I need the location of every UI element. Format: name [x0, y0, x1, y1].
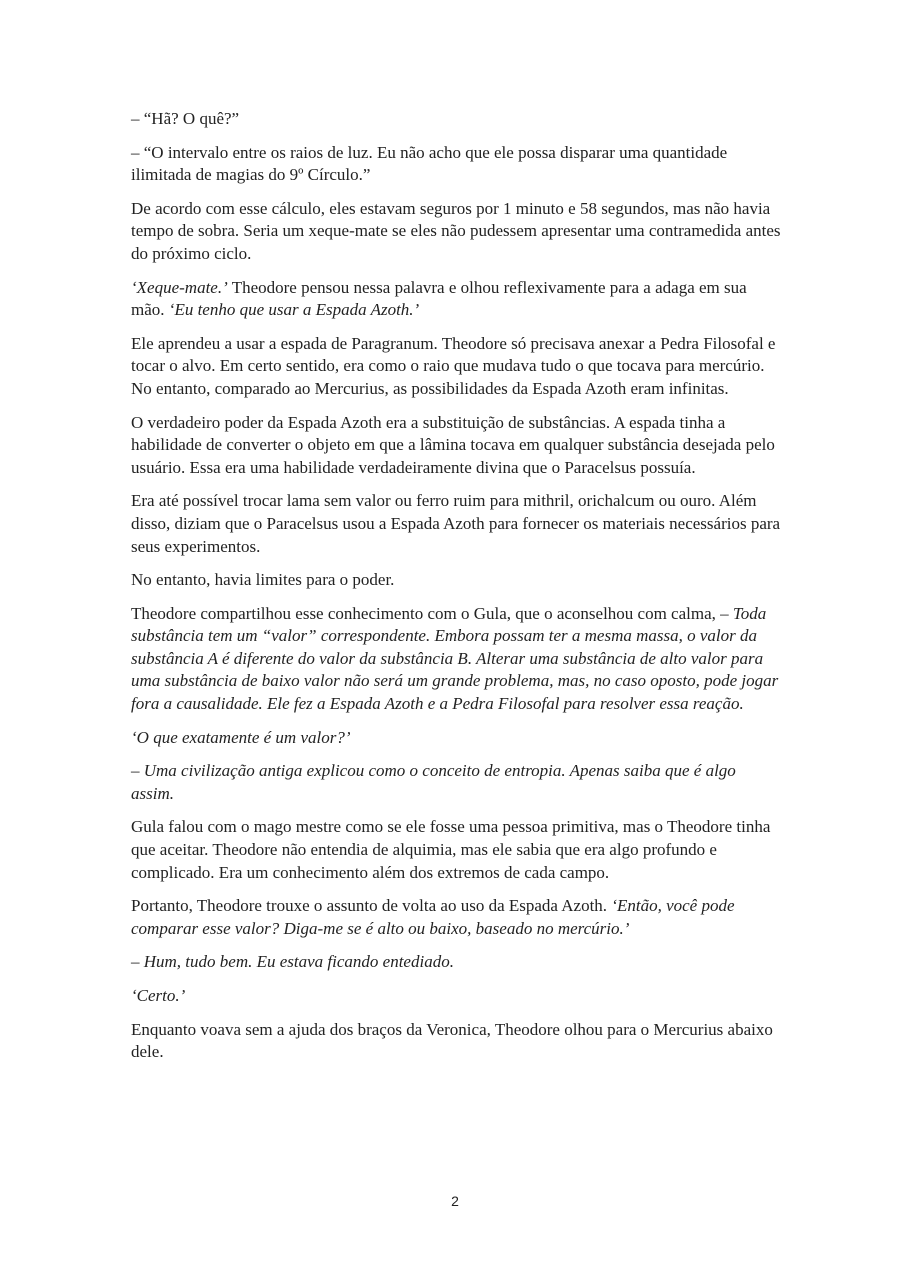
paragraph-1: – “Hã? O quê?” [131, 109, 240, 128]
paragraph-4 [131, 277, 781, 322]
paragraph-15: ‘Certo.’ [131, 986, 186, 1005]
paragraph-2: – “O intervalo entre os raios de luz. Eu não acho que ele possa disparar uma quantidade ilimitada de magias do 9º Círculo.” [131, 142, 728, 185]
narration-text: Portanto, Theodore trouxe o assunto de volta ao uso da Espada Azoth. [131, 896, 612, 916]
paragraph-5: Ele aprendeu a usar a espada de Paragranum. Theodore só precisava anexar a Pedra Filosofal e tocar o alvo. Em certo sentido, era como o raio que mudava tudo o que tocava para mercúrio. No entanto, comparado ao Mercurius, as possibilidades da Espada Azoth eram infinitas. [131, 333, 776, 398]
paragraph-14: – Hum, tudo bem. Eu estava ficando entediado. [131, 952, 454, 972]
paragraph-16: Enquanto voava sem a ajuda dos braços da Veronica, Theodore olhou para o Mercurius abaixo dele. [131, 1019, 773, 1062]
italic-thought: ‘Eu tenho que usar a Espada Azoth.’ [168, 300, 420, 320]
paragraph-6: O verdadeiro poder da Espada Azoth era a substituição de substâncias. A espada tinha a habilidade de converter o objeto em que a lâmina tocava em qualquer substância desejada pelo usuário. Essa era uma habilidade verdadeiramente divina que o Paracelsus possuía. [131, 412, 775, 477]
narration-text: Theodore pensou nessa palavra e olhou reflexivamente para a adaga em sua mão. [131, 277, 747, 320]
narration-text: Theodore compartilhou esse conhecimento com o Gula, que o aconselhou com calma, – [131, 603, 733, 623]
paragraph-12: Gula falou com o mago mestre como se ele fosse uma pessoa primitiva, mas o Theodore tinha que aceitar. Theodore não entendia de alquimia, mas ele sabia que era algo profundo e complicado. Era um conhecimento além dos extremos de cada campo. [131, 817, 771, 882]
paragraph-8: No entanto, havia limites para o poder. [131, 570, 395, 590]
paragraph-9 [131, 603, 781, 716]
paragraph-10: ‘O que exatamente é um valor?’ [131, 727, 351, 747]
italic-dialogue: Toda substância tem um “valor” correspondente. Embora possam ter a mesma massa, o valor da substância A é diferente do valor da substância B. Alterar uma substância de alto valor para uma substância de baixo valor não será um grande problema, mas, no caso oposto, pode jogar fora a causalidade. Ele fez a Espada Azoth e a Pedra Filosofal para resolver essa reação. [131, 603, 779, 714]
paragraph-3: De acordo com esse cálculo, eles estavam seguros por 1 minuto e 58 segundos, mas não havia tempo de sobra. Seria um xeque-mate se eles não pudessem apresentar uma contramedida antes do próximo ciclo. [131, 198, 781, 263]
paragraph-7: Era até possível trocar lama sem valor ou ferro ruim para mithril, orichalcum ou ouro. Além disso, diziam que o Paracelsus usou a Espada Azoth para fornecer os materiais necessários para seus experimentos. [131, 491, 781, 556]
italic-thought: ‘Xeque-mate.’ [131, 277, 228, 297]
italic-thought: ‘Então, você pode comparar esse valor? Diga-me se é alto ou baixo, baseado no mercúrio.’ [131, 896, 735, 938]
paragraph-11: – Uma civilização antiga explicou como o conceito de entropia. Apenas saiba que é algo assim. [131, 761, 736, 803]
paragraph-13 [131, 895, 781, 940]
document-body [131, 108, 781, 1075]
page-number: 2 [451, 1193, 459, 1209]
